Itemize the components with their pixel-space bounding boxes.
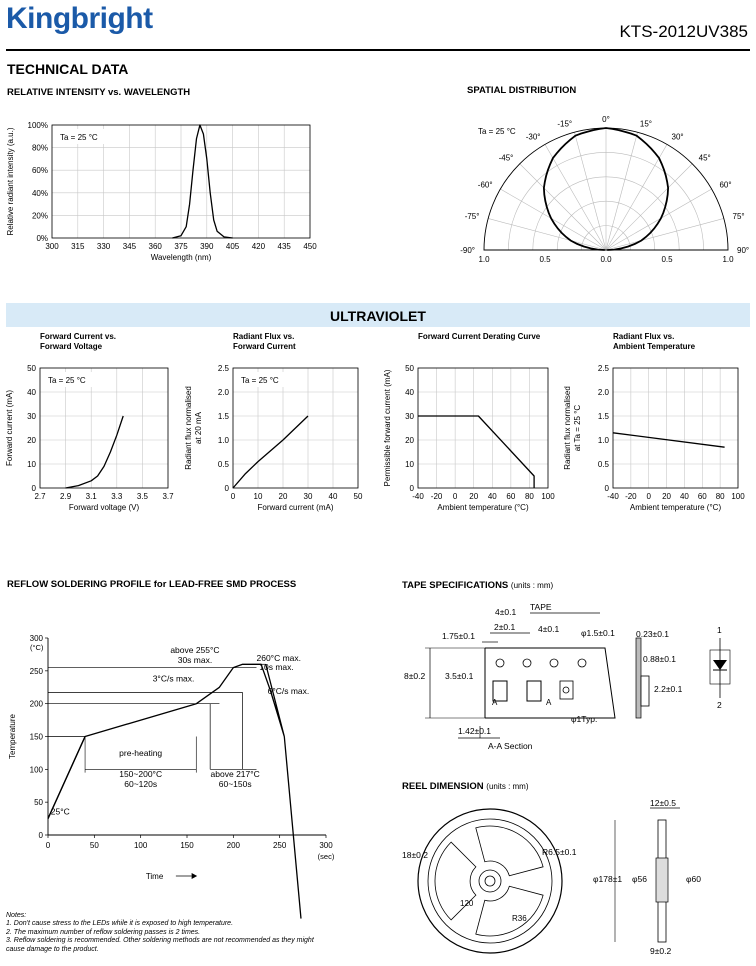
section-title: TECHNICAL DATA <box>7 61 129 77</box>
polar-spoke <box>606 144 667 250</box>
tape-body <box>485 648 615 718</box>
polar-spoke <box>606 164 692 250</box>
y-tick-label: 60% <box>31 166 48 176</box>
annotation-preheat: pre-heating <box>119 748 163 759</box>
time-arrowhead <box>192 873 198 879</box>
section-a-right: A <box>546 698 552 707</box>
y-tick-label: 50 <box>27 364 36 373</box>
y-tick-label: 0% <box>36 234 48 243</box>
annotation-start: 25°C <box>50 806 70 817</box>
x-tick-label: 40 <box>487 492 497 501</box>
x-tick-label: 60 <box>697 492 707 501</box>
series-line <box>233 416 308 488</box>
y-tick-label: 1.0 <box>217 436 229 445</box>
annotation-tal: 60~150s <box>218 779 252 790</box>
sprocket-hole <box>578 659 586 667</box>
sprocket-hole <box>496 659 504 667</box>
angle-label: 90° <box>737 246 750 255</box>
x-tick-label: -40 <box>412 492 424 501</box>
x-tick-label: 2.9 <box>60 492 72 501</box>
reel-spindle <box>485 876 495 886</box>
y-tick-label: 80% <box>31 143 48 153</box>
x-tick-label: -20 <box>625 492 637 501</box>
note-line: 2. The maximum number of reflow soldering passes is 2 times. <box>6 928 201 936</box>
flux-current-chart <box>185 330 375 525</box>
x-tick-label: 10 <box>253 492 263 501</box>
y-tick-label: 50 <box>405 364 414 373</box>
x-tick-label: 0 <box>452 492 458 501</box>
y-tick-label: 30 <box>405 412 414 421</box>
x-tick-label: 360 <box>148 242 162 251</box>
y-tick-label: 0.5 <box>597 460 609 469</box>
angle-label: 75° <box>732 212 745 222</box>
spectrum-chart <box>0 105 330 275</box>
y-tick-label: 2.0 <box>597 388 609 397</box>
dim-088: 0.88±0.1 <box>643 654 677 664</box>
annotation-text: Ta = 25 °C <box>48 376 86 385</box>
reel-window <box>435 842 476 920</box>
x-tick-label: 450 <box>303 242 317 251</box>
series-line <box>172 125 232 238</box>
y-tick-label: 0 <box>604 484 609 493</box>
reel-hub-side <box>656 858 668 902</box>
note-line: 1. Don't cause stress to the LEDs while it is exposed to high temperature. <box>6 920 234 928</box>
polar-spoke <box>488 218 606 250</box>
x-tick-label: 300 <box>45 242 59 251</box>
x-tick-label: 40 <box>679 492 689 501</box>
x-axis-label: Forward voltage (V) <box>68 503 140 512</box>
annotation-preheat: 150~200°C <box>119 769 163 780</box>
angle-label: -75° <box>464 212 480 222</box>
x-tick-label: 100 <box>731 492 745 501</box>
dim-r36: R36 <box>512 914 527 923</box>
x-tick-label: 80 <box>524 492 534 501</box>
heading-reel-text: REEL DIMENSION <box>402 781 484 792</box>
sprocket-hole <box>550 659 558 667</box>
x-tick-label: 0 <box>646 492 651 501</box>
y-tick-label: 150 <box>29 732 43 742</box>
x-axis-label: Ambient temperature (°C) <box>629 503 722 512</box>
y-tick-label: 2.0 <box>217 388 229 397</box>
x-tick-label: 435 <box>277 242 291 251</box>
ultraviolet-title: ULTRAVIOLET <box>330 308 426 324</box>
x-tick-label: 150 <box>180 841 194 850</box>
chart-title: Forward Voltage <box>40 342 103 351</box>
diode-symbol <box>713 660 727 670</box>
x-tick-label: 0 <box>230 492 236 501</box>
chart-title: Forward Current <box>233 342 296 351</box>
spatial-chart <box>462 105 756 270</box>
angle-label: 0° <box>602 115 610 124</box>
angle-label: -15° <box>557 119 573 129</box>
pocket <box>527 681 541 701</box>
heading-spatial: SPATIAL DISTRIBUTION <box>467 85 577 96</box>
x-tick-label: 60 <box>506 492 516 501</box>
tape-title: TAPE <box>530 602 552 612</box>
ultraviolet-band <box>6 303 750 327</box>
x-tick-label: 80 <box>715 492 725 501</box>
heading-relative-intensity: RELATIVE INTENSITY vs. WAVELENGTH <box>7 87 191 98</box>
y-tick-label: 200 <box>29 699 43 709</box>
heading-reflow: REFLOW SOLDERING PROFILE for LEAD-FREE SMD PROCESS <box>7 579 297 590</box>
polar-spoke <box>520 164 606 250</box>
x-tick-label: 345 <box>122 242 137 251</box>
reel-drawing <box>400 798 752 964</box>
series-line <box>66 416 124 488</box>
x-tick-label: 250 <box>272 841 287 850</box>
profile-line <box>45 664 301 918</box>
dim-9: 9±0.2 <box>650 946 672 956</box>
x-tick-label: 300 <box>319 841 333 850</box>
annotation-text: Ta = 25 °C <box>60 133 98 142</box>
x-tick-label: 3.7 <box>162 492 174 501</box>
annotation-above255: above 255°C <box>170 645 220 656</box>
note-line: 3. Reflow soldering is recommended. Other soldering methods are not recommended as they might <box>6 937 314 945</box>
x-axis-label: Ambient temperature (°C) <box>437 503 529 512</box>
dim-175: 1.75±0.1 <box>442 631 476 641</box>
dim-023: 0.23±0.1 <box>636 629 670 639</box>
reel-outer <box>418 809 562 953</box>
chart-title: Radiant Flux vs. <box>233 332 295 341</box>
polar-spoke <box>574 132 606 250</box>
section-label: A-A Section <box>488 741 533 751</box>
x-tick-label: 3.1 <box>85 492 97 501</box>
angle-label: 45° <box>698 153 711 163</box>
y-axis-label: Radiant flux normalised <box>184 386 193 470</box>
dim-8: 8±0.2 <box>404 671 426 681</box>
y-axis-label: Temperature <box>8 714 17 759</box>
y-tick-label: 300 <box>29 634 43 643</box>
radial-tick-label: 0.5 <box>539 255 551 264</box>
polar-spoke <box>606 132 638 250</box>
chart-title: Forward Current Derating Curve <box>418 332 541 341</box>
annotation-above255: 30s max. <box>177 654 213 665</box>
dim-65: R6.5±0.1 <box>542 847 577 857</box>
y-axis-label: Permissible forward current (mA) <box>383 369 392 487</box>
y-axis-label: at 20 mA <box>194 411 203 445</box>
reel-window <box>476 886 543 936</box>
radial-tick-label: 0.5 <box>661 255 673 264</box>
y-axis-label: Relative radiant intensity (a.u.) <box>6 127 15 236</box>
y-tick-label: 10 <box>405 460 414 469</box>
y-tick-label: 20 <box>27 436 36 445</box>
angle-label: -45° <box>498 153 514 163</box>
dim-142: 1.42±0.1 <box>458 726 492 736</box>
angle-label: 60° <box>719 180 732 190</box>
heading-tape-units: (units : mm) <box>510 581 554 590</box>
heading-tape <box>402 580 553 591</box>
y-tick-label: 100% <box>27 121 48 130</box>
dim-56: φ56 <box>632 874 647 884</box>
x-tick-label: 100 <box>133 841 148 850</box>
x-tick-label: 20 <box>278 492 288 501</box>
y-tick-label: 10 <box>27 460 36 469</box>
reel-rim <box>428 819 552 943</box>
x-tick-label: 0 <box>45 841 51 850</box>
dim-18: 18±0.2 <box>402 850 428 860</box>
heading-reel-units: (units : mm) <box>486 782 529 791</box>
annotation-rampdown: 6°C/s max. <box>267 685 310 696</box>
x-tick-label: -20 <box>430 492 443 501</box>
chart-title: Forward Current vs. <box>40 332 117 341</box>
y-tick-label: 0 <box>224 484 229 493</box>
x-tick-label: 2.7 <box>34 492 46 501</box>
y-tick-label: 40% <box>31 188 48 198</box>
y-tick-label: 2.5 <box>597 364 609 373</box>
y-unit: (°C) <box>30 643 44 652</box>
reflow-chart <box>0 625 360 890</box>
x-axis-label: Wavelength (nm) <box>150 253 212 262</box>
heading-tape-text: TAPE SPECIFICATIONS <box>402 580 509 591</box>
x-tick-label: 40 <box>328 492 338 501</box>
y-axis-label: Forward current (mA) <box>5 389 14 467</box>
y-tick-label: 40 <box>405 388 414 397</box>
part-number: KTS-2012UV385 <box>619 22 748 41</box>
y-tick-label: 20% <box>31 211 48 221</box>
annotation-rampup: 3°C/s max. <box>152 673 195 684</box>
x-tick-label: 3.3 <box>111 492 123 501</box>
y-tick-label: 250 <box>29 666 43 676</box>
notes <box>6 912 366 954</box>
radial-tick-label: 0.0 <box>600 255 612 264</box>
pin-2: 2 <box>717 700 722 710</box>
annotation-text: Ta = 25 °C <box>241 376 279 385</box>
section-a-left: A <box>492 698 498 707</box>
y-tick-label: 0 <box>31 484 36 493</box>
angle-label: -30° <box>525 132 541 142</box>
x-tick-label: 315 <box>71 242 85 251</box>
y-tick-label: 1.5 <box>217 412 229 421</box>
chart-title: Radiant Flux vs. <box>613 332 675 341</box>
x-tick-label: 200 <box>226 841 241 850</box>
y-tick-label: 0 <box>409 484 414 493</box>
annotation-tal: above 217°C <box>210 769 260 780</box>
annotation-peak: 10s max. <box>259 662 294 673</box>
polar-spoke <box>606 218 724 250</box>
x-axis-label: Time <box>145 872 164 881</box>
radial-tick-label: 1.0 <box>722 255 734 264</box>
angle-label: 15° <box>639 119 653 129</box>
y-tick-label: 0 <box>38 831 43 840</box>
y-tick-label: 0.5 <box>217 460 229 469</box>
x-tick-label: 330 <box>96 242 111 251</box>
pin-1: 1 <box>717 625 722 635</box>
dim-178: φ178±1 <box>593 874 623 884</box>
y-tick-label: 1.0 <box>597 436 609 445</box>
pocket <box>560 681 573 699</box>
header-rule <box>6 49 750 51</box>
annotation-text: Ta = 25 °C <box>478 127 516 136</box>
brand-logo: Kingbright <box>6 2 153 35</box>
polar-spoke <box>606 189 712 250</box>
x-tick-label: 100 <box>541 492 555 501</box>
note-line: cause damage to the product. <box>6 945 99 953</box>
y-tick-label: 50 <box>34 798 43 808</box>
x-tick-label: 20 <box>469 492 479 501</box>
y-tick-label: 1.5 <box>597 412 609 421</box>
dim-120: 120 <box>460 899 474 908</box>
polar-spoke <box>500 189 606 250</box>
annotation-peak: 260°C max. <box>256 653 302 664</box>
y-tick-label: 20 <box>405 436 414 445</box>
x-tick-label: -40 <box>607 492 619 501</box>
plot-frame <box>613 368 738 488</box>
x-tick-label: 30 <box>303 492 313 501</box>
chart-title: Ambient Temperature <box>613 342 696 351</box>
derating-chart <box>378 330 568 525</box>
x-tick-label: 420 <box>251 242 266 251</box>
polar-spoke <box>545 144 606 250</box>
dim-1typ: φ1Typ. <box>571 714 598 724</box>
y-tick-label: 2.5 <box>217 364 229 373</box>
flux-temp-chart <box>563 330 756 525</box>
pocket-hole <box>563 687 569 693</box>
x-tick-label: 390 <box>200 242 214 251</box>
dim-35: 3.5±0.1 <box>445 671 474 681</box>
reel-hub <box>479 870 501 892</box>
angle-label: 30° <box>671 132 684 142</box>
dim-12: 12±0.5 <box>650 798 676 808</box>
y-axis-label: at Ta = 25 °C <box>573 404 582 452</box>
x-tick-label: 50 <box>353 492 363 501</box>
annotation-preheat: 60~120s <box>124 779 158 790</box>
iv-chart <box>0 330 190 525</box>
x-tick-label: 375 <box>174 242 188 251</box>
dim-22: 2.2±0.1 <box>654 684 683 694</box>
series-line <box>418 416 534 488</box>
y-tick-label: 30 <box>27 412 36 421</box>
tape-side-view <box>636 638 641 718</box>
y-axis-label: Radiant flux normalised <box>563 386 572 470</box>
x-tick-label: 50 <box>89 841 99 850</box>
dim-hole: φ1.5±0.1 <box>581 628 615 638</box>
dim-4a: 4±0.1 <box>495 607 517 617</box>
x-unit: (sec) <box>317 852 335 861</box>
dim-4b: 4±0.1 <box>538 624 560 634</box>
y-tick-label: 40 <box>27 388 36 397</box>
reel-window <box>476 826 543 876</box>
dim-2: 2±0.1 <box>494 622 516 632</box>
angle-label: -90° <box>460 246 475 255</box>
note-line: Notes: <box>6 912 27 919</box>
tape-drawing <box>400 598 752 758</box>
heading-reel <box>402 781 529 792</box>
x-tick-label: 20 <box>662 492 672 501</box>
sprocket-hole <box>523 659 531 667</box>
x-tick-label: 405 <box>225 242 240 251</box>
angle-label: -60° <box>477 180 493 190</box>
radial-tick-label: 1.0 <box>478 255 490 264</box>
dim-60: φ60 <box>686 874 701 884</box>
y-tick-label: 100 <box>29 765 43 775</box>
x-tick-label: 3.5 <box>136 492 148 501</box>
x-axis-label: Forward current (mA) <box>257 503 334 512</box>
pocket-side-view <box>641 676 649 706</box>
